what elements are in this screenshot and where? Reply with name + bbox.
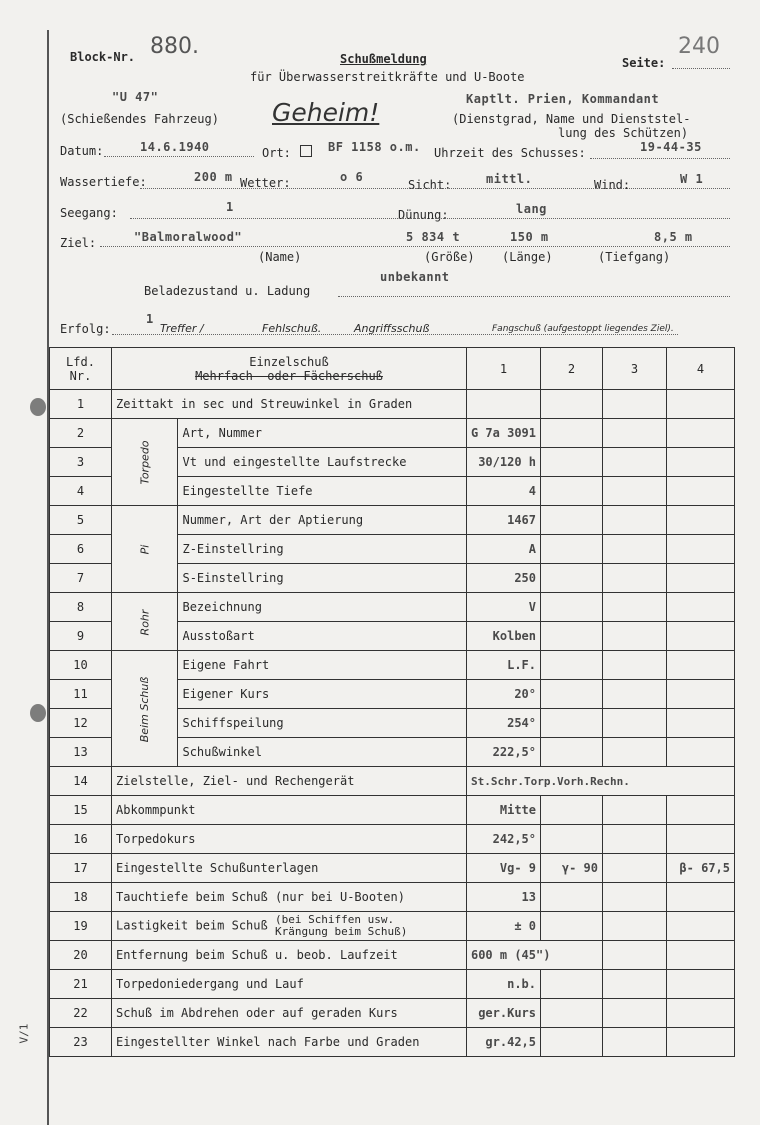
row3-dots — [130, 218, 730, 219]
row-number: 23 — [50, 1028, 112, 1057]
shot-table — [49, 347, 735, 1057]
table-row — [50, 767, 735, 796]
row-number: 21 — [50, 970, 112, 999]
seegang-label: Seegang: — [60, 206, 118, 220]
wetter-label: Wetter: — [240, 176, 291, 190]
form-title: Schußmeldung — [340, 52, 427, 66]
erfolg-value: 1 — [146, 312, 154, 326]
row-number: 15 — [50, 796, 112, 825]
erfolg-treffer: Treffer / — [160, 322, 204, 335]
table-row — [50, 854, 735, 883]
block-number: 880. — [150, 34, 199, 59]
page-dots — [672, 68, 730, 69]
row-label: Ausstoßart — [178, 622, 466, 651]
commander-caption-2: lung des Schützen) — [558, 126, 689, 140]
table-header-row — [50, 348, 735, 390]
ziel-name: "Balmoralwood" — [134, 230, 243, 244]
header-schussart: Einzelschuß Mehrfach- oder Fächerschuß — [112, 348, 467, 390]
row-label-lastigkeit: Lastigkeit beim Schuß (bei Schiffen usw. Krängung beim Schuß) — [112, 912, 467, 941]
row-value-1: 600 m (45") — [466, 941, 602, 970]
table-row — [50, 593, 735, 622]
row-number: 5 — [50, 506, 112, 535]
row-value-4: β- 67,5 — [667, 854, 735, 883]
row-label: Zielstelle, Ziel- und Rechengerät — [112, 767, 467, 796]
ort-label: Ort: — [262, 146, 291, 160]
row-number: 11 — [50, 680, 112, 709]
row-value-1: ger.Kurs — [466, 999, 540, 1028]
header-lfd-nr: Lfd. Nr. — [50, 348, 112, 390]
erfolg-dots — [112, 334, 678, 335]
row-label: S-Einstellring — [178, 564, 466, 593]
caption-groesse: (Größe) — [424, 250, 475, 264]
row-value-1: 242,5° — [466, 825, 540, 854]
form-subtitle: für Überwasserstreitkräfte und U-Boote — [250, 70, 525, 84]
boat-name: "U 47" — [112, 90, 159, 104]
row-label: Art, Nummer — [178, 419, 466, 448]
row-value-1: Vg- 9 — [466, 854, 540, 883]
row-label: Bezeichnung — [178, 593, 466, 622]
punch-hole-bottom — [30, 704, 46, 722]
row-value-1: 254° — [466, 709, 540, 738]
datum-dots — [104, 156, 254, 157]
row2-dots — [140, 188, 730, 189]
ziel-tiefgang: 8,5 m — [654, 230, 693, 244]
row-value-1: 13 — [466, 883, 540, 912]
row-label: Abkommpunkt — [112, 796, 467, 825]
caption-tiefgang: (Tiefgang) — [598, 250, 671, 264]
row-label: Torpedokurs — [112, 825, 467, 854]
ziel-groesse: 5 834 t — [406, 230, 461, 244]
wind-label: Wind: — [594, 178, 631, 192]
row-number: 17 — [50, 854, 112, 883]
row-label: Vt und eingestellte Laufstrecke — [178, 448, 466, 477]
row-number: 22 — [50, 999, 112, 1028]
row-number: 20 — [50, 941, 112, 970]
row-number: 8 — [50, 593, 112, 622]
row-value-2: γ- 90 — [541, 854, 603, 883]
table-row — [50, 912, 735, 941]
row-label: Nummer, Art der Aptierung — [178, 506, 466, 535]
row-value-1 — [466, 390, 540, 419]
row-number: 4 — [50, 477, 112, 506]
commander: Kaptlt. Prien, Kommandant — [466, 92, 660, 106]
header-col-2: 2 — [541, 348, 603, 390]
erfolg-angriffsschuss: Angriffsschuß — [354, 322, 430, 335]
ziel-dots — [100, 246, 730, 247]
page-number: 240 — [678, 34, 720, 59]
page-label: Seite: — [622, 56, 666, 70]
table-row — [50, 941, 735, 970]
secret-stamp: Geheim! — [272, 98, 380, 127]
row-number: 2 — [50, 419, 112, 448]
uhrzeit-label: Uhrzeit des Schusses: — [434, 146, 586, 160]
row-value-1: 1467 — [466, 506, 540, 535]
row-number: 3 — [50, 448, 112, 477]
row-label: Eingestellte Schußunterlagen — [112, 854, 467, 883]
row-label: Schuß im Abdrehen oder auf geraden Kurs — [112, 999, 467, 1028]
group-pi: Pi — [112, 506, 178, 593]
table-row — [50, 419, 735, 448]
header-col-1: 1 — [466, 348, 540, 390]
margin-note: V/1 — [17, 1023, 31, 1044]
row-number: 9 — [50, 622, 112, 651]
row-number: 12 — [50, 709, 112, 738]
erfolg-fangschuss: Fangschuß (aufgestoppt liegendes Ziel). — [492, 324, 674, 334]
ziel-label: Ziel: — [60, 236, 97, 250]
row-number: 7 — [50, 564, 112, 593]
row-label: Schußwinkel — [178, 738, 466, 767]
row-label: Schiffspeilung — [178, 709, 466, 738]
datum-value: 14.6.1940 — [140, 140, 210, 154]
row-value-1: St.Schr.Torp.Vorh.Rechn. — [466, 767, 734, 796]
wind-value: W 1 — [680, 172, 704, 186]
wassertiefe-value: 200 m — [194, 170, 233, 184]
row-label: Zeittakt in sec und Streuwinkel in Graden — [112, 390, 467, 419]
uhrzeit-dots — [590, 158, 730, 159]
header-col-4: 4 — [667, 348, 735, 390]
erfolg-fehlschuss: Fehlschuß. — [262, 322, 322, 335]
row-number: 18 — [50, 883, 112, 912]
row-label: Z-Einstellring — [178, 535, 466, 564]
row-number: 10 — [50, 651, 112, 680]
row-label: Eingestellte Tiefe — [178, 477, 466, 506]
group-rohr: Rohr — [112, 593, 178, 651]
seegang-value: 1 — [226, 200, 234, 214]
row-value-1: 4 — [466, 477, 540, 506]
uhrzeit-value: 19-44-35 — [640, 140, 702, 154]
table-row — [50, 651, 735, 680]
wassertiefe-label: Wassertiefe: — [60, 175, 147, 189]
row-number: 19 — [50, 912, 112, 941]
table-row — [50, 506, 735, 535]
row-label: Entfernung beim Schuß u. beob. Laufzeit — [112, 941, 467, 970]
ort-box — [300, 145, 312, 157]
table-row — [50, 999, 735, 1028]
datum-label: Datum: — [60, 144, 104, 158]
boat-caption: (Schießendes Fahrzeug) — [60, 112, 219, 126]
row-label: Eigene Fahrt — [178, 651, 466, 680]
ladung-label: Beladezustand u. Ladung — [144, 284, 311, 298]
header-col-3: 3 — [603, 348, 667, 390]
row-number: 14 — [50, 767, 112, 796]
row-value-1: Kolben — [466, 622, 540, 651]
row-value-1: L.F. — [466, 651, 540, 680]
erfolg-label: Erfolg: — [60, 322, 111, 336]
ort-value: BF 1158 o.m. — [328, 140, 421, 154]
row-value-1: 222,5° — [466, 738, 540, 767]
ladung-value: unbekannt — [380, 270, 450, 284]
table-row — [50, 1028, 735, 1057]
row-value-1: Mitte — [466, 796, 540, 825]
table-row — [50, 825, 735, 854]
row-value-1: V — [466, 593, 540, 622]
row-value-1: ± 0 — [466, 912, 540, 941]
sicht-value: mittl. — [486, 172, 533, 186]
ladung-dots — [338, 296, 730, 297]
ziel-laenge: 150 m — [510, 230, 549, 244]
row-number: 6 — [50, 535, 112, 564]
row-value-1: G 7a 3091 — [466, 419, 540, 448]
row-label: Tauchtiefe beim Schuß (nur bei U-Booten) — [112, 883, 467, 912]
punch-hole-top — [30, 398, 46, 416]
row-value-1: 30/120 h — [466, 448, 540, 477]
block-label: Block-Nr. — [70, 50, 136, 64]
row-number: 16 — [50, 825, 112, 854]
duenung-value: lang — [516, 202, 547, 216]
row-value-1: A — [466, 535, 540, 564]
caption-name: (Name) — [258, 250, 302, 264]
row-value-1: 20° — [466, 680, 540, 709]
row-number: 1 — [50, 390, 112, 419]
duenung-label: Dünung: — [398, 208, 449, 222]
wetter-value: o 6 — [340, 170, 364, 184]
row-value-1: 250 — [466, 564, 540, 593]
commander-caption-1: (Dienstgrad, Name und Dienststel- — [452, 112, 691, 126]
row-value-1: gr.42,5 — [466, 1028, 540, 1057]
table-row — [50, 796, 735, 825]
sicht-label: Sicht: — [408, 178, 452, 192]
table-row — [50, 970, 735, 999]
row-label: Eigener Kurs — [178, 680, 466, 709]
table-row — [50, 883, 735, 912]
row-label: Eingestellter Winkel nach Farbe und Graden — [112, 1028, 467, 1057]
group-beim-schuss: Beim Schuß — [112, 651, 178, 767]
row-value-1: n.b. — [466, 970, 540, 999]
row-label: Torpedoniedergang und Lauf — [112, 970, 467, 999]
row-number: 13 — [50, 738, 112, 767]
table-row — [50, 390, 735, 419]
caption-laenge: (Länge) — [502, 250, 553, 264]
group-torpedo: Torpedo — [112, 419, 178, 506]
